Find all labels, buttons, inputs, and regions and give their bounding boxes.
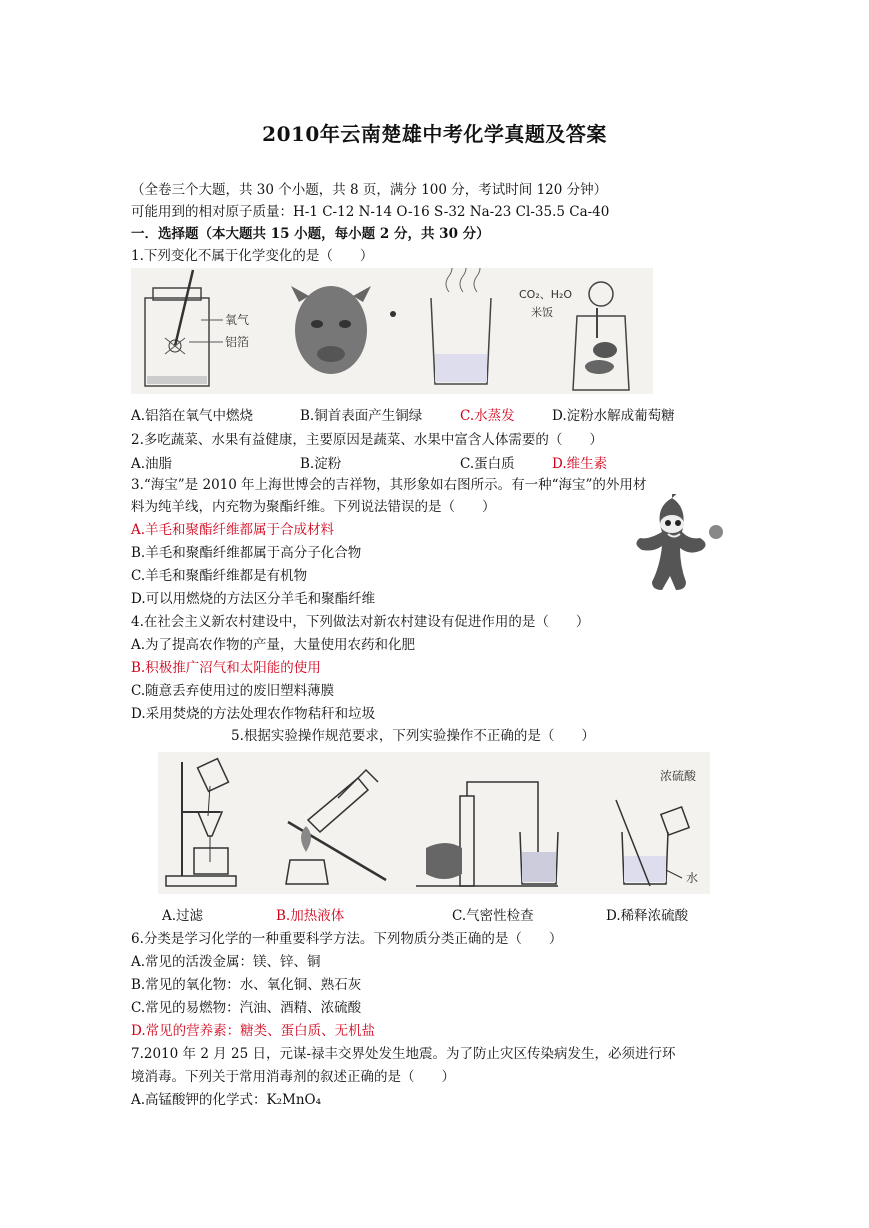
q2-option-b: B.淀粉: [300, 456, 342, 472]
q7-stem-line1: 7.2010 年 2 月 25 日，元谋-禄丰交界处发生地震。为了防止灾区传染病发生，必须进行环: [131, 1046, 676, 1062]
q2-stem: 2.多吃蔬菜、水果有益健康，主要原因是蔬菜、水果中富含人体需要的（ ）: [131, 432, 603, 448]
q2-option-c: C.蛋白质: [460, 456, 515, 472]
q7-option-a: A.高锰酸钾的化学式：K₂MnO₄: [131, 1092, 322, 1108]
haibao-mascot-figure: [628, 494, 732, 598]
q4-option-b-answer: B.积极推广沼气和太阳能的使用: [131, 660, 321, 676]
q3-option-d: D.可以用燃烧的方法区分羊毛和聚酯纤维: [131, 591, 376, 607]
filtration-figure: [166, 759, 236, 886]
q1-stem: 1.下列变化不属于化学变化的是（ ）: [131, 248, 374, 264]
water-evaporating-figure: [431, 268, 491, 384]
label-gas: CO₂、H₂O: [519, 288, 573, 301]
q6-option-c: C.常见的易燃物：汽油、酒精、浓硫酸: [131, 1000, 362, 1016]
q1-option-c-answer: C.水蒸发: [460, 408, 515, 424]
digestion-figure: [519, 282, 629, 390]
dilute-acid-figure: [616, 768, 698, 886]
q3-stem-line2: 料为纯羊线，内充物为聚酯纤维。下列说法错误的是（ ）: [131, 499, 496, 515]
q4-option-d: D.采用焚烧的方法处理农作物秸秆和垃圾: [131, 706, 376, 722]
page-title: 2010年云南楚雄中考化学真题及答案: [262, 122, 607, 146]
q3-option-a-answer: A.羊毛和聚酯纤维都属于合成材料: [131, 522, 335, 538]
q2-option-d-answer: D.维生素: [552, 456, 608, 472]
bronze-head-figure: [291, 286, 396, 374]
heating-liquid-figure: [286, 770, 386, 884]
label-oxygen: 氧气: [225, 313, 250, 327]
q7-stem-line2: 境消毒。下列关于常用消毒剂的叙述正确的是（ ）: [131, 1069, 455, 1085]
q6-option-a: A.常见的活泼金属：镁、锌、铜: [131, 954, 321, 970]
q4-option-c: C.随意丢弃使用过的废旧塑料薄膜: [131, 683, 335, 699]
label-foil: 铝箔: [225, 335, 250, 349]
q1-option-d: D.淀粉水解成葡萄糖: [552, 408, 675, 424]
q2-option-a: A.油脂: [131, 456, 173, 472]
q4-stem: 4.在社会主义新农村建设中，下列做法对新农村建设有促进作用的是（ ）: [131, 614, 590, 630]
airtightness-check-figure: [416, 782, 558, 886]
q5-option-c: C.气密性检查: [452, 908, 534, 924]
q1-option-a: A.铝箔在氧气中燃烧: [131, 408, 254, 424]
q3-option-b: B.羊毛和聚酯纤维都属于高分子化合物: [131, 545, 362, 561]
q5-stem: 5.根据实验操作规范要求，下列实验操作不正确的是（ ）: [231, 728, 595, 744]
section-heading: 一．选择题（本大题共 15 小题，每小题 2 分，共 30 分）: [131, 226, 490, 242]
q5-option-b-answer: B.加热液体: [276, 908, 345, 924]
q1-option-b: B.铜首表面产生铜绿: [300, 408, 423, 424]
aluminum-burning-figure: [145, 270, 223, 386]
q4-option-a: A.为了提高农作物的产量，大量使用农药和化肥: [131, 637, 416, 653]
q1-figure: [131, 268, 653, 394]
q5-option-a: A.过滤: [162, 908, 204, 924]
q6-stem: 6.分类是学习化学的一种重要科学方法。下列物质分类正确的是（ ）: [131, 931, 563, 947]
label-conc-acid: 浓硫酸: [660, 769, 697, 783]
label-rice: 米饭: [531, 306, 553, 319]
atomic-mass-line: 可能用到的相对原子质量：H-1 C-12 N-14 O-16 S-32 Na-23 Cl-35.5 Ca-40: [131, 204, 610, 220]
q3-option-c: C.羊毛和聚酯纤维都是有机物: [131, 568, 308, 584]
label-water: 水: [686, 871, 699, 885]
q5-option-d: D.稀释浓硫酸: [606, 908, 689, 924]
q3-stem-line1: 3.“海宝”是 2010 年上海世博会的吉祥物，其形象如右图所示。有一种“海宝”的外用材: [131, 477, 647, 493]
exam-intro: （全卷三个大题，共 30 个小题，共 8 页，满分 100 分，考试时间 120 分钟）: [131, 182, 608, 198]
q6-option-b: B.常见的氧化物：水、氧化铜、熟石灰: [131, 977, 362, 993]
q6-option-d-answer: D.常见的营养素：糖类、蛋白质、无机盐: [131, 1023, 376, 1039]
q5-figure: [158, 752, 710, 894]
